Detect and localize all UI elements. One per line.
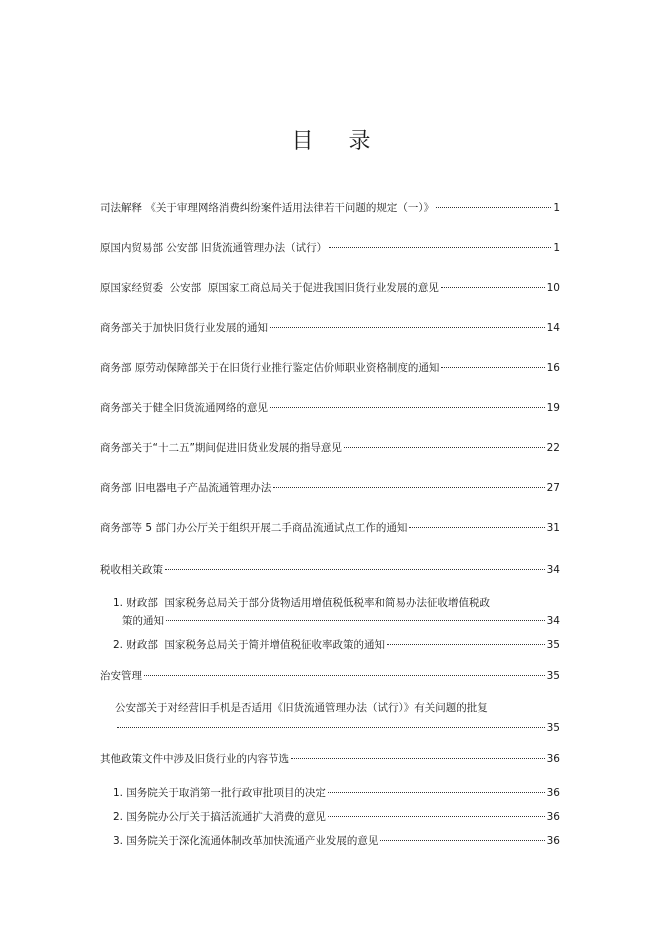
toc-entry-title: 2. 国务院办公厅关于搞活流通扩大消费的意见 — [113, 811, 326, 823]
toc-entry-title: 税收相关政策 — [100, 564, 163, 576]
toc-entry[interactable] — [122, 614, 560, 629]
toc-entry-title: 商务部等 5 部门办公厅关于组织开展二手商品流通试点工作的通知 — [100, 522, 408, 534]
toc-page-number: 34 — [546, 564, 560, 576]
toc-page-number: 36 — [546, 811, 560, 823]
toc-page-number: 10 — [546, 282, 560, 294]
toc-entry-title-line1[interactable]: 公安部关于对经营旧手机是否适用《旧货流通管理办法（试行）》有关问题的批复 — [115, 702, 488, 714]
toc-leader-dots — [166, 620, 545, 621]
toc-leader-dots — [328, 792, 545, 793]
toc-entry[interactable] — [100, 441, 560, 456]
toc-leader-dots — [344, 447, 545, 448]
toc-page-number: 1 — [553, 202, 560, 214]
toc-entry[interactable] — [100, 563, 560, 578]
toc-leader-dots — [387, 644, 545, 645]
toc-entry-title: 1. 国务院关于取消第一批行政审批项目的决定 — [113, 787, 326, 799]
toc-entry-title: 其他政策文件中涉及旧货行业的内容节选 — [100, 753, 289, 765]
toc-leader-dots — [165, 569, 545, 570]
toc-page-number: 16 — [546, 362, 560, 374]
toc-entry[interactable] — [100, 669, 560, 684]
toc-entry[interactable] — [100, 752, 560, 767]
toc-page-number: 36 — [546, 753, 560, 765]
toc-leader-dots — [144, 675, 545, 676]
toc-leader-dots — [328, 816, 545, 817]
toc-entry-title: 司法解释 《关于审理网络消费纠纷案件适用法律若干问题的规定（一）》 — [100, 202, 435, 214]
toc-leader-dots — [441, 287, 545, 288]
toc-page-number: 31 — [546, 522, 560, 534]
toc-entry-title: 商务部关于加快旧货行业发展的通知 — [100, 322, 268, 334]
toc-entry[interactable] — [113, 638, 560, 653]
toc-leader-dots — [441, 367, 544, 368]
toc-entry-title: 商务部关于健全旧货流通网络的意见 — [100, 402, 268, 414]
toc-page-number: 1 — [553, 242, 560, 254]
toc-leader-dots — [270, 407, 545, 408]
toc-entry[interactable] — [113, 786, 560, 801]
toc-entry[interactable] — [100, 281, 560, 296]
toc-leader-dots — [329, 247, 551, 248]
toc-page-number: 19 — [546, 402, 560, 414]
toc-page-number: 36 — [546, 835, 560, 847]
toc-page-number: 22 — [546, 442, 560, 454]
toc-leader-dots — [117, 727, 545, 728]
toc-entry-title: 3. 国务院关于深化流通体制改革加快流通产业发展的意见 — [113, 835, 379, 847]
toc-entry[interactable] — [113, 810, 560, 825]
toc-leader-dots — [291, 758, 545, 759]
toc-entry[interactable] — [100, 361, 560, 376]
toc-page-number: 36 — [546, 787, 560, 799]
toc-leader-dots — [409, 527, 544, 528]
toc-entry[interactable] — [113, 834, 560, 849]
toc-entry-title: 商务部 原劳动保障部关于在旧货行业推行鉴定估价师职业资格制度的通知 — [100, 362, 440, 374]
toc-page-number: 34 — [546, 615, 560, 627]
toc-entry-title: 商务部关于“十二五”期间促进旧货业发展的指导意见 — [100, 442, 342, 454]
toc-entry[interactable] — [100, 201, 560, 216]
toc-entry[interactable] — [100, 521, 560, 536]
toc-entry-title: 原国家经贸委 公安部 原国家工商总局关于促进我国旧货行业发展的意见 — [100, 282, 439, 294]
toc-leader-dots — [436, 207, 551, 208]
toc-page-number: 27 — [546, 482, 560, 494]
toc-entry-title: 治安管理 — [100, 670, 142, 682]
toc-entry-title: 商务部 旧电器电子产品流通管理办法 — [100, 482, 272, 494]
toc-entry[interactable] — [100, 401, 560, 416]
toc-page-number: 14 — [546, 322, 560, 334]
toc-page-number: 35 — [546, 670, 560, 682]
toc-entry-title-line2: 策的通知 — [122, 615, 164, 627]
toc-entry[interactable] — [100, 241, 560, 256]
toc-entry[interactable] — [100, 481, 560, 496]
toc-entry[interactable] — [100, 321, 560, 336]
toc-leader-dots — [380, 840, 544, 841]
toc-page-number: 35 — [546, 722, 560, 734]
toc-page-number: 35 — [546, 639, 560, 651]
page-title: 目 录 — [291, 129, 385, 154]
toc-leader-dots — [273, 487, 544, 488]
toc-entry[interactable] — [115, 721, 560, 736]
toc-entry-title: 原国内贸易部 公安部 旧货流通管理办法（试行） — [100, 242, 328, 254]
toc-leader-dots — [270, 327, 545, 328]
toc-entry-title: 2. 财政部 国家税务总局关于简并增值税征收率政策的通知 — [113, 639, 386, 651]
toc-entry-title-line1[interactable]: 1. 财政部 国家税务总局关于部分货物适用增值税低税率和简易办法征收增值税政 — [113, 597, 491, 609]
